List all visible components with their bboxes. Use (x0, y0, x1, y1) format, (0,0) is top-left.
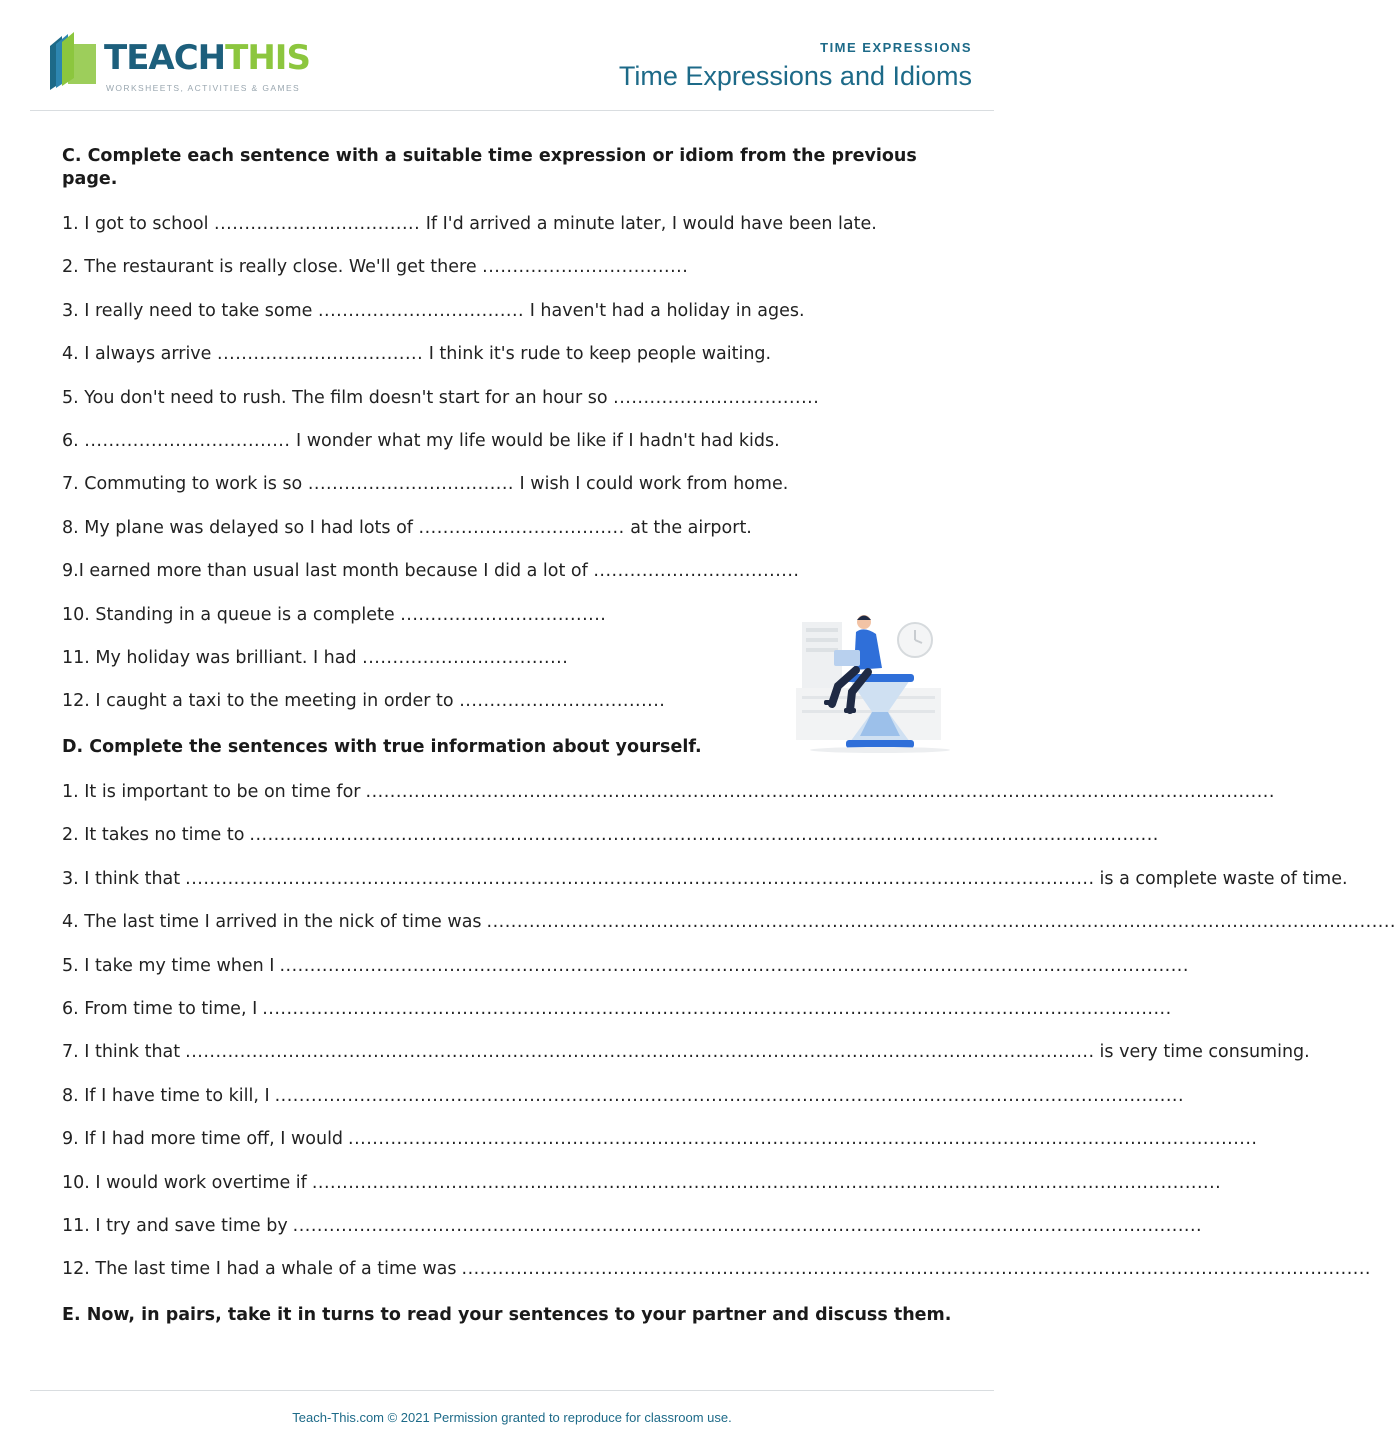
book-icon (48, 32, 102, 92)
exercise-c-item (62, 212, 877, 236)
sentence-start: 12. I caught a taxi to the meeting in order to (62, 691, 460, 712)
answer-blank[interactable]: .................................. (362, 648, 569, 668)
teach-this-logo (48, 32, 308, 96)
sentence-start: 6. (62, 431, 85, 451)
logo-tagline: WORKSHEETS, ACTIVITIES & GAMES (106, 83, 301, 93)
answer-blank[interactable]: ...................................................................................................................................................... (348, 1129, 1258, 1150)
answer-blank[interactable]: ...................................................................................................................................................... (185, 868, 1095, 889)
sentence-end: I haven't had a holiday in ages. (524, 300, 805, 321)
sentence-start: 3. I really need to take some (62, 300, 318, 321)
answer-blank[interactable]: ...................................................................................................................................................... (461, 1259, 1371, 1280)
answer-blank[interactable]: .................................. (418, 517, 625, 538)
exercise-d-item (62, 1257, 1371, 1281)
exercise-c-item (62, 299, 805, 323)
answer-blank[interactable]: .................................. (482, 257, 689, 278)
sentence-start: 5. You don't need to rush. The film doesn't start for an hour so (62, 387, 614, 408)
answer-blank[interactable]: ...................................................................................................................................................... (279, 955, 1189, 976)
footer-divider (30, 1390, 994, 1391)
exercise-d-item (62, 1084, 1185, 1108)
sentence-start: 10. I would work overtime if (62, 1172, 307, 1193)
answer-blank[interactable]: ...................................................................................................................................................... (185, 1042, 1095, 1063)
answer-blank[interactable]: ...................................................................................................................................................... (311, 1172, 1222, 1193)
exercise-c-item (62, 342, 771, 366)
exercise-d-item (62, 1040, 1310, 1064)
exercise-d-item (62, 997, 1172, 1021)
person-on-hourglass-illustration (792, 612, 956, 754)
section-d-heading: D. Complete the sentences with true information about yourself. (62, 737, 702, 757)
sentence-end: is very time consuming. (1099, 1042, 1310, 1063)
header-kicker: TIME EXPRESSIONS (820, 40, 972, 55)
exercise-c-item (62, 516, 752, 540)
exercise-c-item (62, 646, 568, 670)
answer-blank[interactable]: .................................. (613, 387, 820, 408)
exercise-d-item (62, 1171, 1222, 1195)
header-right (619, 40, 972, 92)
sentence-start: 5. I take my time when I (62, 955, 275, 976)
exercise-c-item (62, 429, 780, 453)
exercise-c-item (62, 386, 819, 410)
exercise-d-item (62, 954, 1189, 978)
exercise-d-item (62, 1127, 1258, 1151)
exercise-d-item (62, 823, 1159, 847)
sentence-end: is a complete waste of time. (1099, 868, 1348, 889)
sentence-start: 9. If I had more time off, I would (62, 1129, 344, 1150)
sentence-start: 4. The last time I arrived in the nick of time was (62, 912, 482, 933)
page-title: Time Expressions and Idioms (618, 61, 972, 91)
exercise-c-item (62, 255, 688, 279)
exercise-d-item (62, 910, 1396, 934)
sentence-start: 2. The restaurant is really close. We'll get there (62, 257, 483, 278)
footer-copyright: Teach-This.com © 2021 Permission granted to reproduce for classroom use. (292, 1410, 732, 1425)
sentence-end: If I'd arrived a minute later, I would have been late. (420, 214, 877, 234)
sentence-end: I wonder what my life would be like if I hadn't had kids. (290, 431, 780, 451)
sentence-start: 11. My holiday was brilliant. I had (62, 648, 363, 668)
section-e-heading: E. Now, in pairs, take it in turns to read your sentences to your partner and discuss them. (62, 1305, 952, 1325)
answer-blank[interactable]: .................................. (593, 561, 800, 582)
answer-blank[interactable]: .................................. (400, 604, 607, 625)
sentence-end: I wish I could work from home. (513, 474, 789, 495)
answer-blank[interactable]: .................................. (84, 431, 291, 451)
sentence-start: 6. From time to time, I (62, 999, 258, 1019)
header-divider (30, 110, 994, 111)
logo-this: THIS (225, 38, 310, 78)
sentence-start: 8. My plane was delayed so I had lots of (62, 517, 419, 538)
sentence-end: at the airport. (624, 517, 752, 538)
sentence-start: 3. I think that (62, 868, 181, 889)
sentence-start: 1. I got to school (62, 214, 215, 234)
exercise-c-item (62, 559, 799, 583)
exercise-d-item (62, 780, 1275, 804)
answer-blank[interactable]: ...................................................................................................................................................... (365, 782, 1275, 802)
sentence-start: 1. It is important to be on time for (62, 782, 361, 802)
sentence-start: 9.I earned more than usual last month because I did a lot of (62, 561, 594, 582)
sentence-start: 11. I try and save time by (62, 1216, 288, 1236)
section-c-heading: C. Complete each sentence with a suitable time expression or idiom from the previous page. (62, 146, 917, 189)
sentence-start: 8. If I have time to kill, I (62, 1085, 270, 1106)
answer-blank[interactable]: .................................. (214, 214, 421, 234)
exercise-c-item (62, 472, 788, 496)
answer-blank[interactable]: .................................. (307, 474, 514, 495)
answer-blank[interactable]: ...................................................................................................................................................... (262, 999, 1172, 1019)
logo-teach: TEACH (104, 38, 226, 78)
sentence-start: 7. Commuting to work is so (62, 474, 308, 495)
exercise-c-item (62, 603, 606, 627)
logo-wordmark (104, 38, 310, 78)
answer-blank[interactable]: ...................................................................................................................................................... (292, 1216, 1203, 1236)
sentence-start: 7. I think that (62, 1042, 181, 1063)
exercise-c-item (62, 689, 665, 713)
answer-blank[interactable]: ...................................................................................................................................................... (486, 912, 1396, 933)
answer-blank[interactable]: .................................. (217, 344, 424, 365)
exercise-d-item (62, 867, 1348, 891)
sentence-start: 12. The last time I had a whale of a time was (62, 1259, 457, 1280)
answer-blank[interactable]: ...................................................................................................................................................... (274, 1085, 1185, 1106)
sentence-start: 10. Standing in a queue is a complete (62, 604, 401, 625)
answer-blank[interactable]: .................................. (459, 691, 666, 712)
answer-blank[interactable]: ...................................................................................................................................................... (249, 825, 1159, 846)
sentence-end: I think it's rude to keep people waiting. (423, 344, 772, 365)
exercise-d-item (62, 1214, 1203, 1238)
answer-blank[interactable]: .................................. (317, 300, 525, 321)
sentence-start: 2. It takes no time to (62, 825, 245, 846)
sentence-start: 4. I always arrive (62, 344, 217, 365)
